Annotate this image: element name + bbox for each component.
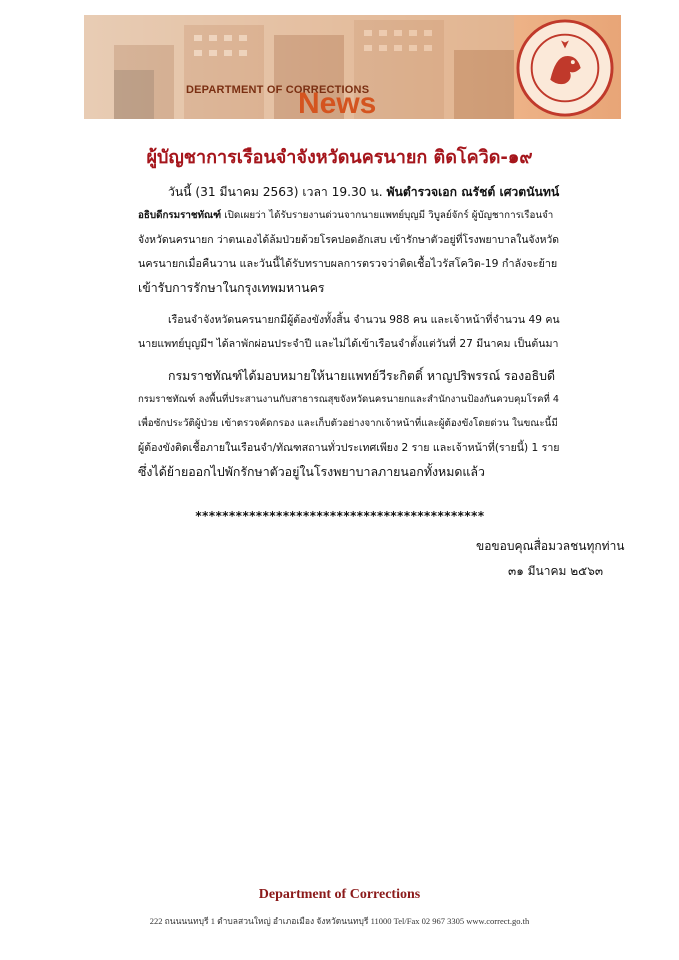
paragraph-3-line-1: กรมราชทัณฑ์ได้มอบหมายให้นายแพทย์วีระกิตติ์ หาญปริพรรณ์ รองอธิบดี [168, 368, 556, 383]
footer-address: 222 ถนนนนทบุรี 1 ตำบลสวนใหญ่ อำเภอเมือง จังหวัดนนทบุรี 11000 Tel/Fax 02 967 3305 www.correct.go.th [149, 916, 530, 926]
paragraph-1 [138, 180, 560, 300]
thanks-line: ขอขอบคุณสื่อมวลชนทุกท่าน [476, 539, 625, 553]
paragraph-3-line-3: เพื่อซักประวัติผู้ป่วย เข้าตรวจคัดกรอง และเก็บตัวอย่างจากเจ้าหน้าที่และผู้ต้องขังโดยด่วน ในขณะนี้มี [138, 418, 558, 429]
paragraph-3-line-5: ซึ่งได้ย้ายออกไปพักรักษาตัวอยู่ในโรงพยาบาลภายนอกทั้งหมดแล้ว [138, 464, 485, 479]
document-body [138, 180, 560, 492]
intro-text: วันนี้ (31 มีนาคม 2563) เวลา 19.30 น. [168, 185, 387, 199]
paragraph-3-line-4: ผู้ต้องขังติดเชื้อภายในเรือนจำ/ทัณฑสถานทั่วประเทศเพียง 2 ราย และเจ้าหน้าที่(รายนี้) 1 ราย [138, 442, 560, 454]
paragraph-2 [138, 308, 560, 356]
paragraph-3 [138, 364, 560, 484]
paragraph-1-line-2-text: เปิดเผยว่า ได้รับรายงานด่วนจากนายแพทย์บุญมี วิบูลย์จักร์ ผู้บัญชาการเรือนจำ [221, 210, 554, 221]
department-seal-logo [516, 19, 614, 117]
paragraph-2-line-1: เรือนจำจังหวัดนครนายกมีผู้ต้องขังทั้งสิ้น จำนวน 988 คน และเจ้าหน้าที่จำนวน 49 คน [168, 314, 560, 326]
director-name: พันตำรวจเอก ณรัชต์ เศวตนันทน์ [386, 185, 560, 199]
asterisk-separator: ******************************************* [194, 509, 485, 523]
paragraph-1-line-3: จังหวัดนครนายก ว่าตนเองได้ล้มป่วยด้วยโรคปอดอักเสบ เข้ารักษาตัวอยู่ที่โรงพยาบาลในจังหวัด [138, 234, 560, 246]
paragraph-1-line-2 [138, 204, 560, 228]
banner-department-text: DEPARTMENT OF CORRECTIONS [186, 84, 370, 96]
release-date: ๓๑ มีนาคม ๒๕๖๓ [508, 564, 604, 578]
footer-title: Department of Corrections [258, 887, 421, 902]
paragraph-1-line-1 [138, 180, 560, 204]
document-title: ผู้บัญชาการเรือนจำจังหวัดนครนายก ติดโควิด-๑๙ [146, 147, 533, 168]
director-title: อธิบดีกรมราชทัณฑ์ [138, 210, 222, 221]
paragraph-1-line-5: เข้ารับการรักษาในกรุงเทพมหานคร [138, 280, 325, 295]
paragraph-1-line-4: นครนายกเมื่อคืนวาน และวันนี้ได้รับทราบผลการตรวจว่าติดเชื้อไวรัสโควิด-19 กำลังจะย้าย [138, 257, 558, 270]
banner-news-text: News [298, 87, 377, 119]
paragraph-3-line-2: กรมราชทัณฑ์ ลงพื้นที่ประสานงานกับสาธารณสุขจังหวัดนครนายกและสำนักงานป้องกันควบคุมโรคที่ 4 [138, 394, 559, 405]
paragraph-2-line-2: นายแพทย์บุญมีฯ ได้ลาพักผ่อนประจำปี และไม่ได้เข้าเรือนจำตั้งแต่วันที่ 27 มีนาคม เป็นต้นมา [138, 338, 559, 350]
